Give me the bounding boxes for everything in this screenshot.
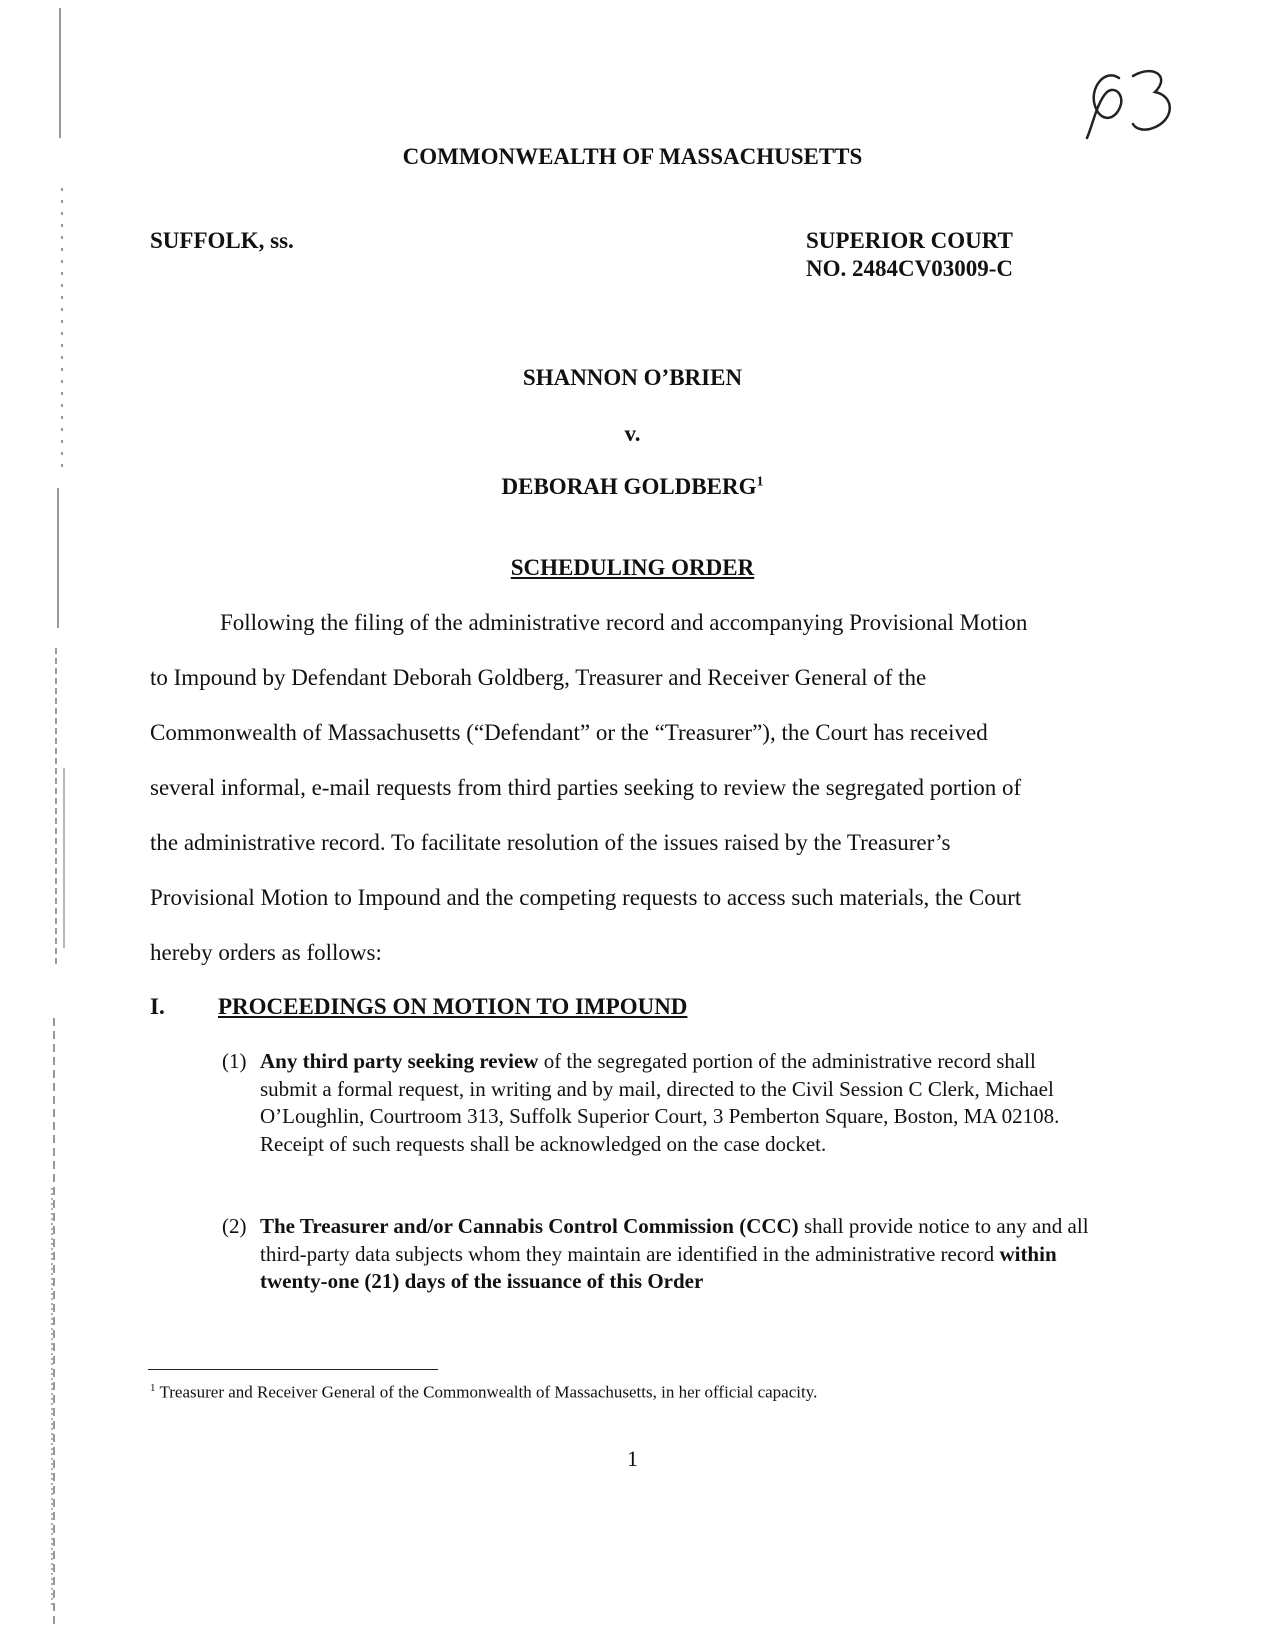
plaintiff-name: SHANNON O’BRIEN xyxy=(522,365,743,390)
handwritten-marker-drawing xyxy=(1075,58,1185,148)
body-line: hereby orders as follows: xyxy=(150,940,382,965)
court-label: SUPERIOR COURT xyxy=(806,228,1013,253)
item-bold-tail: within twenty-one (21) days of the issuance of this Order xyxy=(260,1241,1057,1293)
body-line: the administrative record. To facilitate resolution of the issues raised by the Treasurer’s xyxy=(150,830,951,855)
order-item-2 xyxy=(222,1213,1097,1296)
scan-edge-artifact xyxy=(44,8,74,1628)
item-body: shall provide notice to any and all third-party data subjects whom they maintain are identified in the administrative record xyxy=(260,1214,1089,1266)
defendant-name: DEBORAH GOLDBERG xyxy=(501,474,757,499)
page-number: 1 xyxy=(627,1446,638,1471)
footnote xyxy=(150,1382,817,1403)
item-bold-lead: The Treasurer and/or Cannabis Control Commission (CCC) xyxy=(260,1214,799,1238)
body-line: to Impound by Defendant Deborah Goldberg, Treasurer and Receiver General of the xyxy=(150,665,927,690)
item-bold-lead: Any third party seeking review xyxy=(260,1049,539,1073)
document-title: SCHEDULING ORDER xyxy=(510,555,755,580)
county-label: SUFFOLK, ss. xyxy=(150,228,294,253)
footnote-reference[interactable]: 1 xyxy=(756,474,764,490)
defendant-line xyxy=(0,474,1265,500)
handwritten-page-marker xyxy=(1075,58,1185,148)
footnote-divider xyxy=(148,1369,438,1370)
versus: v. xyxy=(624,421,641,446)
item-text xyxy=(260,1213,1097,1296)
section-heading: PROCEEDINGS ON MOTION TO IMPOUND xyxy=(218,994,688,1019)
commonwealth-heading: COMMONWEALTH OF MASSACHUSETTS xyxy=(402,144,863,169)
body-line: Commonwealth of Massachusetts (“Defendant” or the “Treasurer”), the Court has received xyxy=(150,720,988,745)
order-item-1 xyxy=(222,1048,1097,1158)
footnote-text: Treasurer and Receiver General of the Commonwealth of Massachusetts, in her official capacity. xyxy=(159,1382,818,1402)
item-number: (1) xyxy=(222,1049,247,1073)
body-line: Following the filing of the administrative record and accompanying Provisional Motion xyxy=(220,610,1028,635)
item-text xyxy=(260,1048,1097,1158)
docket-number: NO. 2484CV03009-C xyxy=(806,256,1013,281)
footnote-marker: 1 xyxy=(150,1382,156,1394)
body-line: several informal, e-mail requests from third parties seeking to review the segregated portion of xyxy=(150,775,1022,800)
body-line: Provisional Motion to Impound and the competing requests to access such materials, the Court xyxy=(150,885,1022,910)
item-body: of the segregated portion of the administrative record shall submit a formal request, in writing and by mail, directed to the Civil Session C Clerk, Michael O’Loughlin, Courtroom 313, Suffolk Superior Court, 3 Pemberton Square, Boston, MA 02108. Receipt of such requests shall be acknowledged on the case docket. xyxy=(260,1049,1060,1156)
item-number: (2) xyxy=(222,1214,247,1238)
section-number: I. xyxy=(150,994,165,1019)
